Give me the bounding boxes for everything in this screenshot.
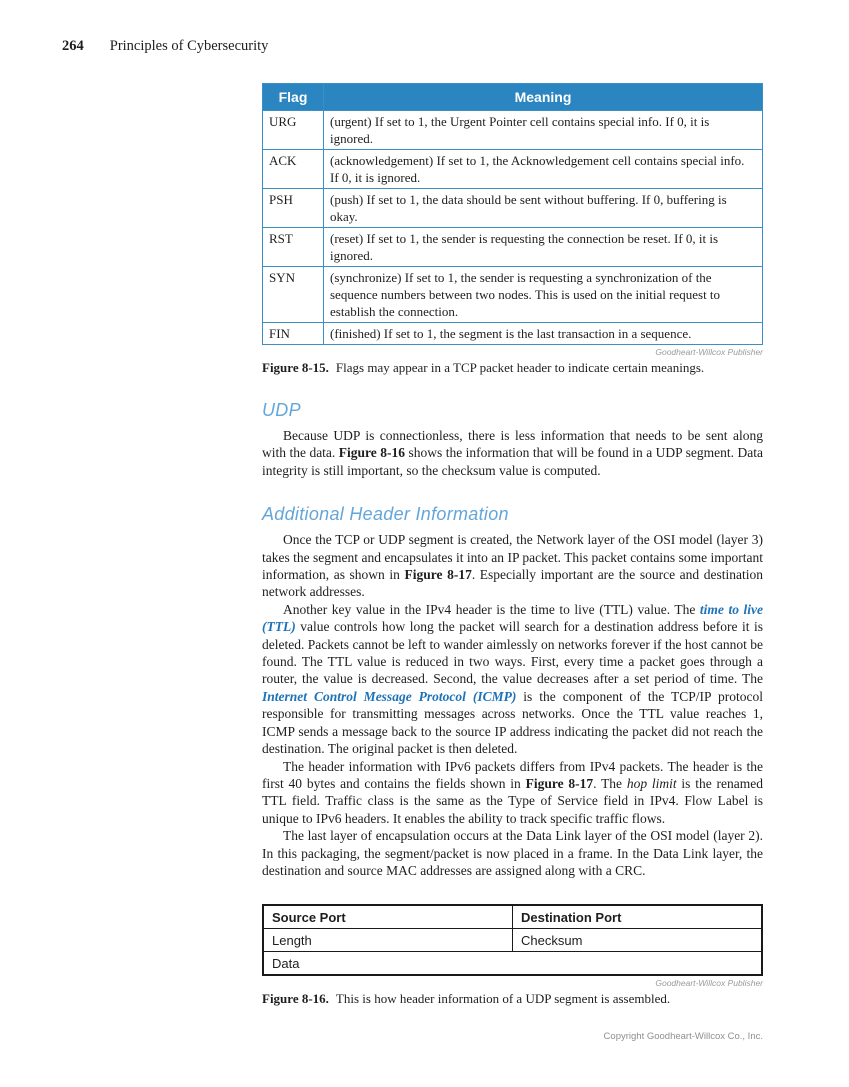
flag-meaning-cell: (acknowledgement) If set to 1, the Acknowledgement cell contains special info. If 0, it is ignored. bbox=[324, 150, 763, 189]
flag-table-row bbox=[263, 228, 763, 267]
flag-name-cell: ACK bbox=[263, 150, 324, 189]
additional-paragraph-1 bbox=[262, 531, 763, 601]
text-segment: hop limit bbox=[626, 775, 677, 791]
text-segment: Because UDP is connectionless, there is less information that needs to be sent along with the data. bbox=[262, 428, 763, 461]
additional-paragraph-4 bbox=[262, 827, 763, 879]
udp-segment-table-body bbox=[263, 905, 762, 975]
additional-paragraph-3 bbox=[262, 758, 763, 828]
text-segment: is the component of the TCP/IP protocol responsible for transmitting messages across networks. Once the TTL value reaches 1, ICMP sends a message back to the source IP address indicating the packet did not reach the destination. The original packet is then deleted. bbox=[262, 688, 764, 757]
text-segment: Once the TCP or UDP segment is created, the Network layer of the OSI model (layer 3) takes the segment and encapsulates it into an IP packet. This packet contains some important information, as shown in bbox=[262, 532, 763, 583]
flag-meaning-cell: (finished) If set to 1, the segment is the last transaction in a sequence. bbox=[324, 323, 763, 345]
figure-8-16-caption bbox=[262, 991, 763, 1007]
udp-table-cell: Destination Port bbox=[513, 905, 763, 929]
tcp-flag-table-head bbox=[263, 84, 763, 111]
tcp-flag-table bbox=[262, 83, 763, 345]
udp-paragraph bbox=[262, 427, 763, 479]
key-term: time to live (TTL) bbox=[262, 601, 763, 635]
publisher-credit: Goodheart-Willcox Publisher bbox=[655, 978, 763, 989]
flag-table-row bbox=[263, 150, 763, 189]
flag-meaning-cell: (urgent) If set to 1, the Urgent Pointer cell contains special info. If 0, it is ignored. bbox=[324, 111, 763, 150]
figure-caption-text: This is how header information of a UDP segment is assembled. bbox=[335, 991, 671, 1007]
figure-8-15-caption bbox=[262, 360, 763, 376]
udp-segment-table bbox=[262, 904, 763, 976]
flag-table-row bbox=[263, 189, 763, 228]
udp-table-row bbox=[263, 952, 762, 976]
publisher-credit: Goodheart-Willcox Publisher bbox=[655, 347, 763, 357]
text-segment: The last layer of encapsulation occurs at the Data Link layer of the OSI model (layer 2). In this packaging, the segment/packet is now placed in a frame. In the Data Link layer, the destination and source MAC addresses are assigned along with a CRC. bbox=[262, 828, 763, 878]
text-segment: is the renamed TTL field. Traffic class is the same as the Type of Service field in IPv4. Flow Label is unique to IPv6 headers. It enables the ability to track specific traffic flows. bbox=[262, 775, 763, 826]
key-term: Internet Control Message Protocol (ICMP) bbox=[262, 688, 517, 704]
text-segment: Another key value in the IPv4 header is the time to live (TTL) value. The bbox=[283, 601, 700, 617]
flag-table-row bbox=[263, 323, 763, 345]
flag-name-cell: SYN bbox=[263, 267, 324, 323]
tcp-flag-table-body bbox=[263, 111, 763, 345]
text-segment: The header information with IPv6 packets differs from IPv4 packets. The header is the first 40 bytes and contains the fields shown in bbox=[262, 758, 763, 791]
flag-table-row bbox=[263, 267, 763, 323]
flag-name-cell: FIN bbox=[263, 323, 324, 345]
udp-table-cell: Checksum bbox=[513, 929, 763, 952]
meaning-column-header: Meaning bbox=[324, 84, 763, 111]
running-head bbox=[62, 38, 268, 55]
text-segment: . The bbox=[593, 775, 627, 791]
section-heading-udp: UDP bbox=[262, 400, 301, 420]
text-segment: shows the information that will be found in a UDP segment. Data integrity is still important, so the checksum value is computed. bbox=[262, 445, 763, 478]
flag-name-cell: RST bbox=[263, 228, 324, 267]
copyright-notice: Copyright Goodheart-Willcox Co., Inc. bbox=[603, 1031, 763, 1043]
text-segment: Figure 8-17 bbox=[404, 567, 472, 583]
text-column bbox=[262, 83, 763, 1042]
flag-table-row bbox=[263, 111, 763, 150]
additional-paragraph-2 bbox=[262, 601, 763, 758]
flag-column-header: Flag bbox=[263, 84, 324, 111]
figure-caption-text: Flags may appear in a TCP packet header to indicate certain meanings. bbox=[335, 360, 705, 375]
flag-meaning-cell: (push) If set to 1, the data should be sent without buffering. If 0, buffering is okay. bbox=[324, 189, 763, 228]
text-segment: Figure 8-16 bbox=[338, 445, 405, 461]
table-header-row bbox=[263, 84, 763, 111]
udp-table-cell: Length bbox=[263, 929, 513, 952]
flag-meaning-cell: (reset) If set to 1, the sender is requesting the connection be reset. If 0, it is ignored. bbox=[324, 228, 763, 267]
figure-8-16 bbox=[262, 904, 763, 1007]
udp-table-row bbox=[263, 929, 762, 952]
figure-8-15 bbox=[262, 83, 763, 376]
text-segment: . Especially important are the source and destination network addresses. bbox=[262, 567, 763, 600]
text-segment: value controls how long the packet will search for a destination address before it is deleted. Packets cannot be left to wander aimlessly on networks forever if the host cannot be found. The TTL value is reduced in two ways. First, every time a packet goes through a router, the value is decreased. Second, the value decreases after a set period of time. The bbox=[262, 619, 763, 687]
flag-name-cell: PSH bbox=[263, 189, 324, 228]
text-segment: Figure 8-17 bbox=[525, 775, 594, 791]
udp-table-cell: Source Port bbox=[263, 905, 513, 929]
page-number: 264 bbox=[62, 38, 84, 54]
figure-caption-label: Figure 8-15. bbox=[262, 360, 329, 375]
flag-meaning-cell: (synchronize) If set to 1, the sender is requesting a synchronization of the sequence numbers between two nodes. This is used on the initial request to establish the connection. bbox=[324, 267, 763, 323]
udp-table-cell: Data bbox=[263, 952, 762, 976]
book-title: Principles of Cybersecurity bbox=[109, 38, 269, 54]
udp-table-row bbox=[263, 905, 762, 929]
flag-name-cell: URG bbox=[263, 111, 324, 150]
figure-caption-label: Figure 8-16. bbox=[262, 991, 329, 1007]
section-heading-additional-header-information: Additional Header Information bbox=[262, 504, 509, 525]
